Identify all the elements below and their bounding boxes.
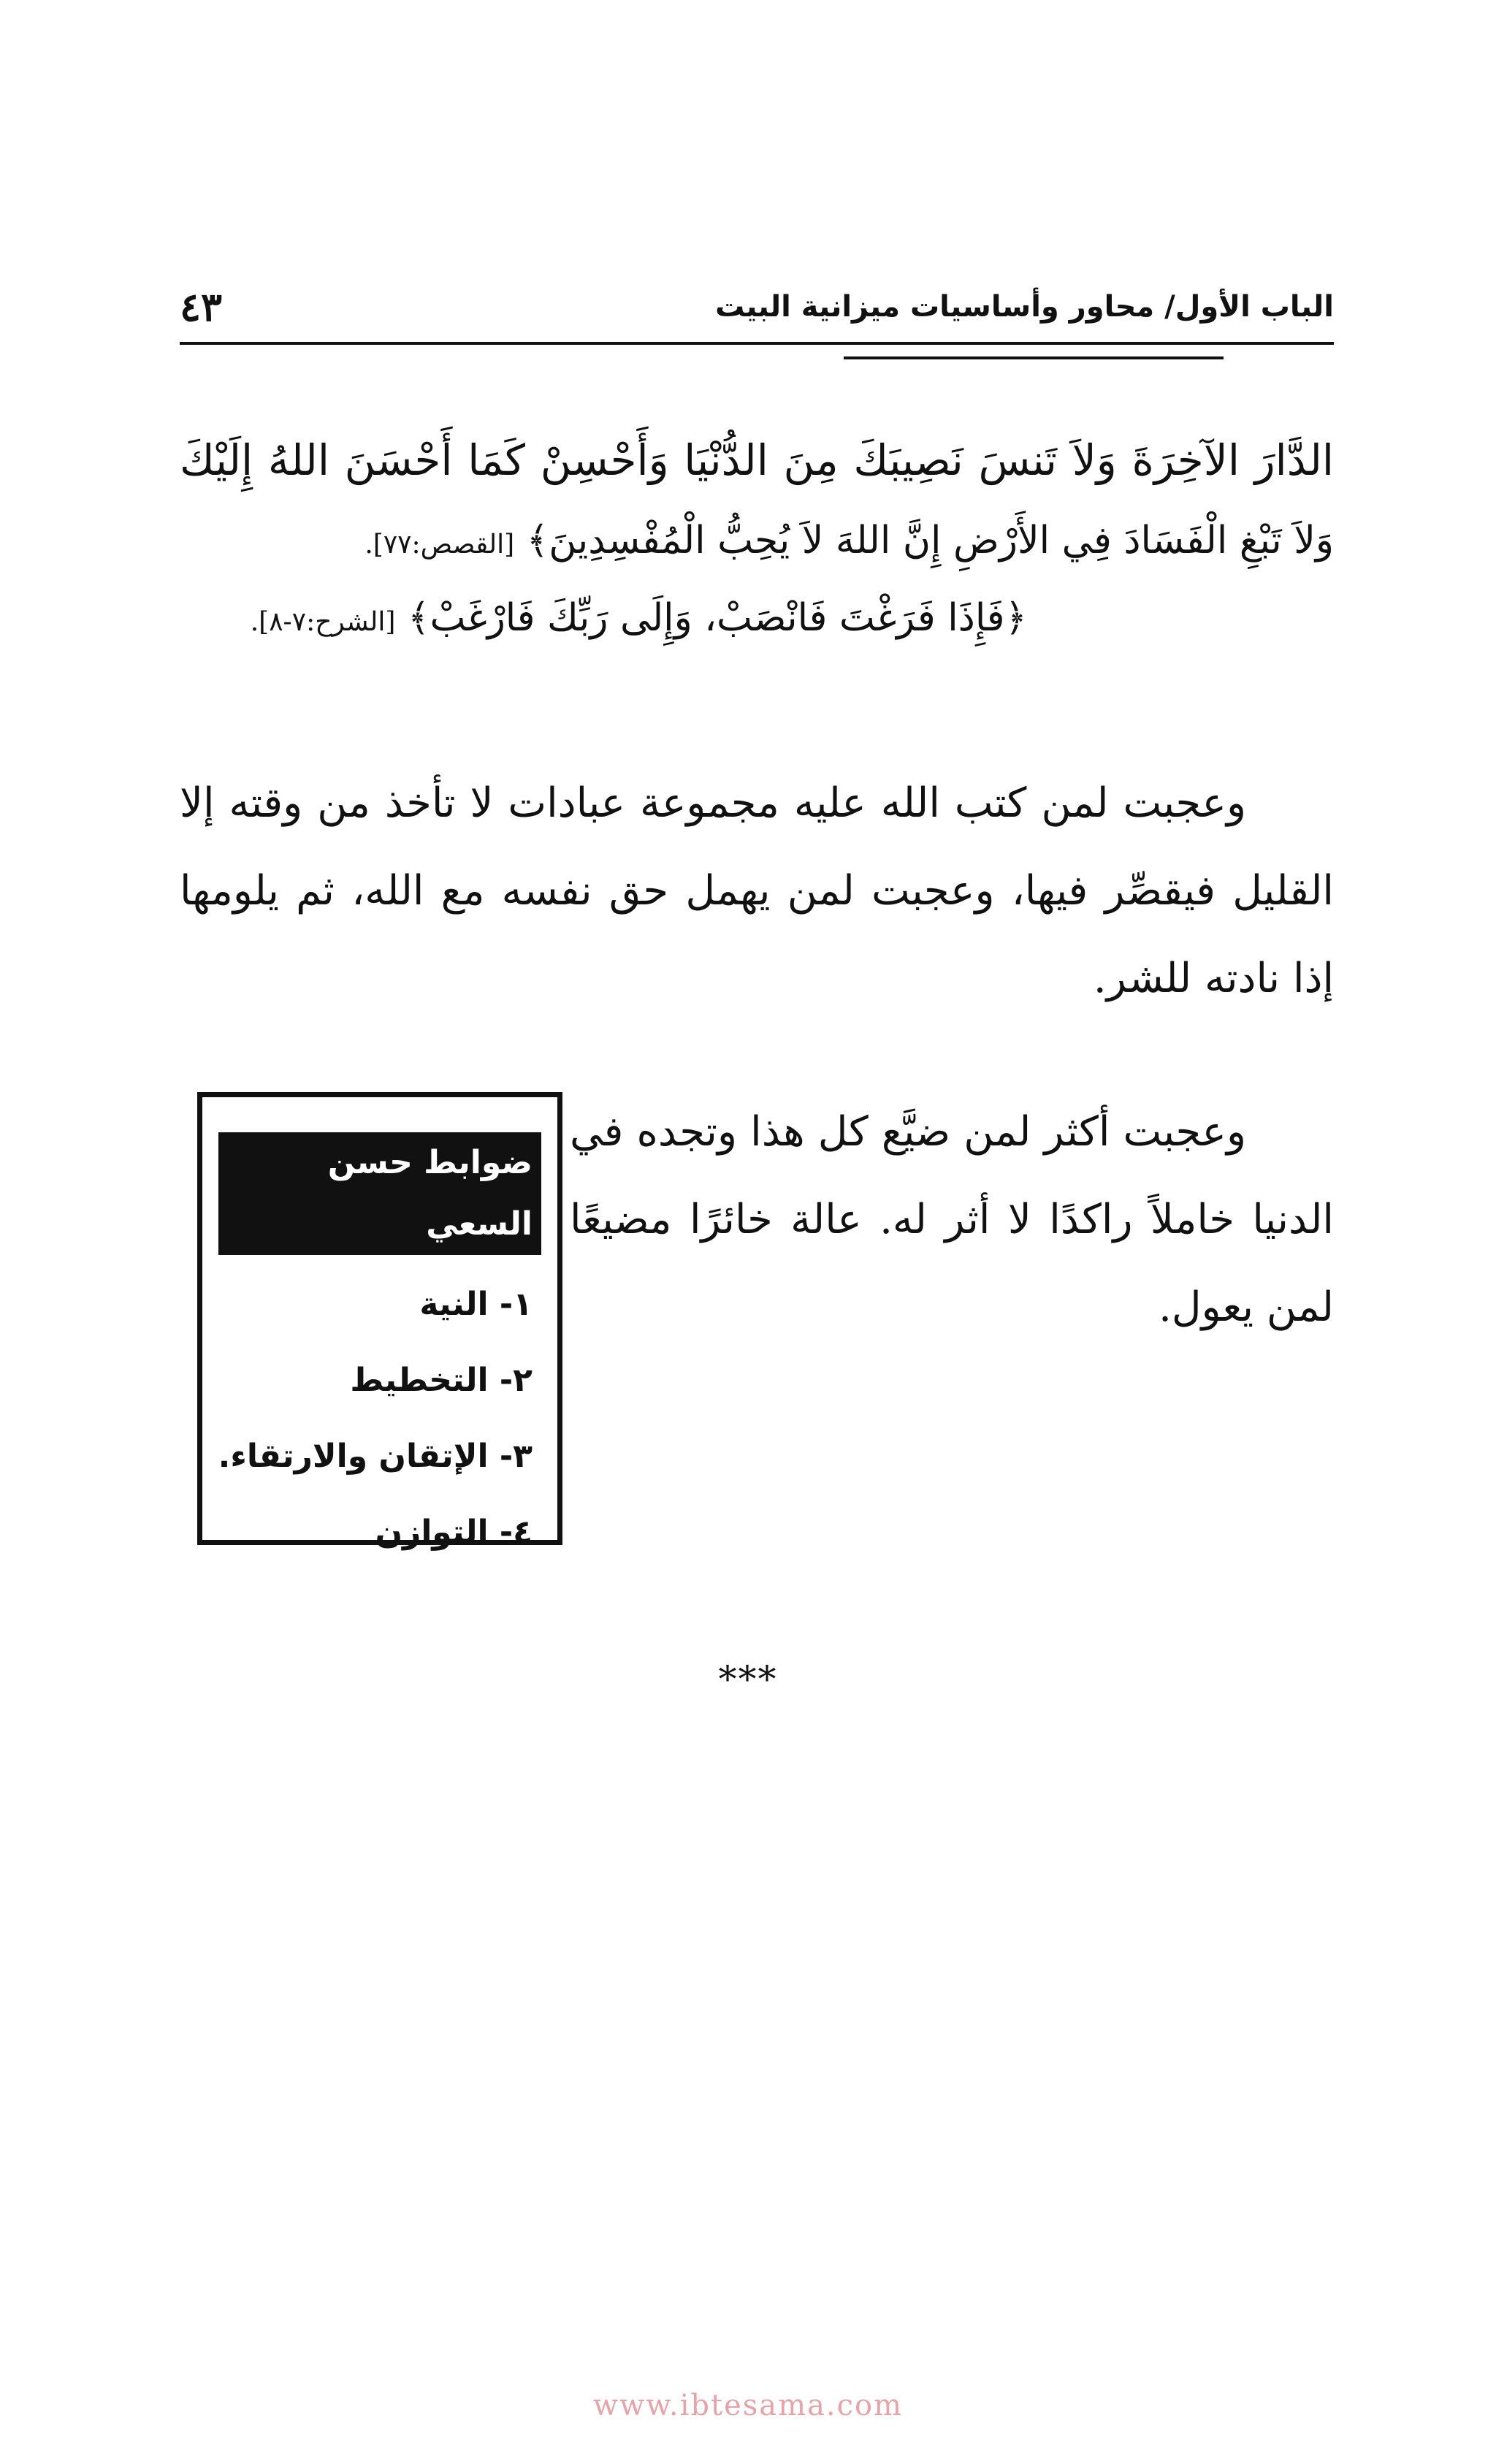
rules-box bbox=[197, 1092, 562, 1551]
quran-reference: [الشرح:٧-٨]. bbox=[250, 607, 396, 637]
quran-reference: [القصص:٧٧]. bbox=[365, 530, 515, 560]
footer-watermark-url: www.ibtesama.com bbox=[592, 2389, 904, 2422]
quran-verse-text: ﴿فَإِذَا فَرَغْتَ فَانْصَبْ، وَإِلَى رَبِّكَ فَارْغَبْ﴾ bbox=[407, 596, 1027, 640]
page-header bbox=[180, 281, 1334, 332]
rules-item: ٤- التوازن bbox=[375, 1514, 533, 1551]
section-separator: *** bbox=[718, 1658, 778, 1701]
paragraph-2: وعجبت أكثر لمن ضيَّع كل هذا وتجده في الدنيا خاملاً راكدًا لا أثر له. عالة خائرًا مضيعًا لمن يعول. bbox=[570, 1108, 1334, 1331]
header-underline bbox=[844, 356, 1224, 359]
rules-list bbox=[202, 1267, 557, 1571]
page-number: ٤٣ bbox=[180, 283, 223, 330]
chapter-title: الباب الأول/ محاور وأساسيات ميزانية البيت bbox=[715, 290, 1334, 324]
quran-verse-line-3 bbox=[180, 581, 1334, 659]
header-rule bbox=[180, 342, 1334, 345]
rules-box-title: ضوابط حسن السعي bbox=[218, 1132, 541, 1255]
quran-verse-line-2 bbox=[180, 504, 1334, 581]
rules-item: ٣- الإتقان والارتقاء. bbox=[218, 1438, 533, 1475]
quran-verse-text: وَلاَ تَبْغِ الْفَسَادَ فِي الأَرْضِ إِنَّ اللهَ لاَ يُحِبُّ الْمُفْسِدِينَ﴾ bbox=[526, 519, 1334, 562]
quran-verses bbox=[180, 416, 1334, 659]
quran-verse-line-1: الدَّارَ الآخِرَةَ وَلاَ تَنسَ نَصِيبَكَ مِنَ الدُّنْيَا وَأَحْسِنْ كَمَا أَحْسَنَ اللهُ إِلَيْكَ bbox=[180, 435, 1334, 485]
paragraph-1: وعجبت لمن كتب الله عليه مجموعة عبادات لا تأخذ من وقته إلا القليل فيقصِّر فيها، وعجبت لمن يهمل حق نفسه مع الله، ثم يلومها إذا نادته للشر. bbox=[180, 779, 1334, 1002]
rules-item: ١- النية bbox=[419, 1286, 533, 1323]
rules-item: ٢- التخطيط bbox=[350, 1362, 533, 1399]
